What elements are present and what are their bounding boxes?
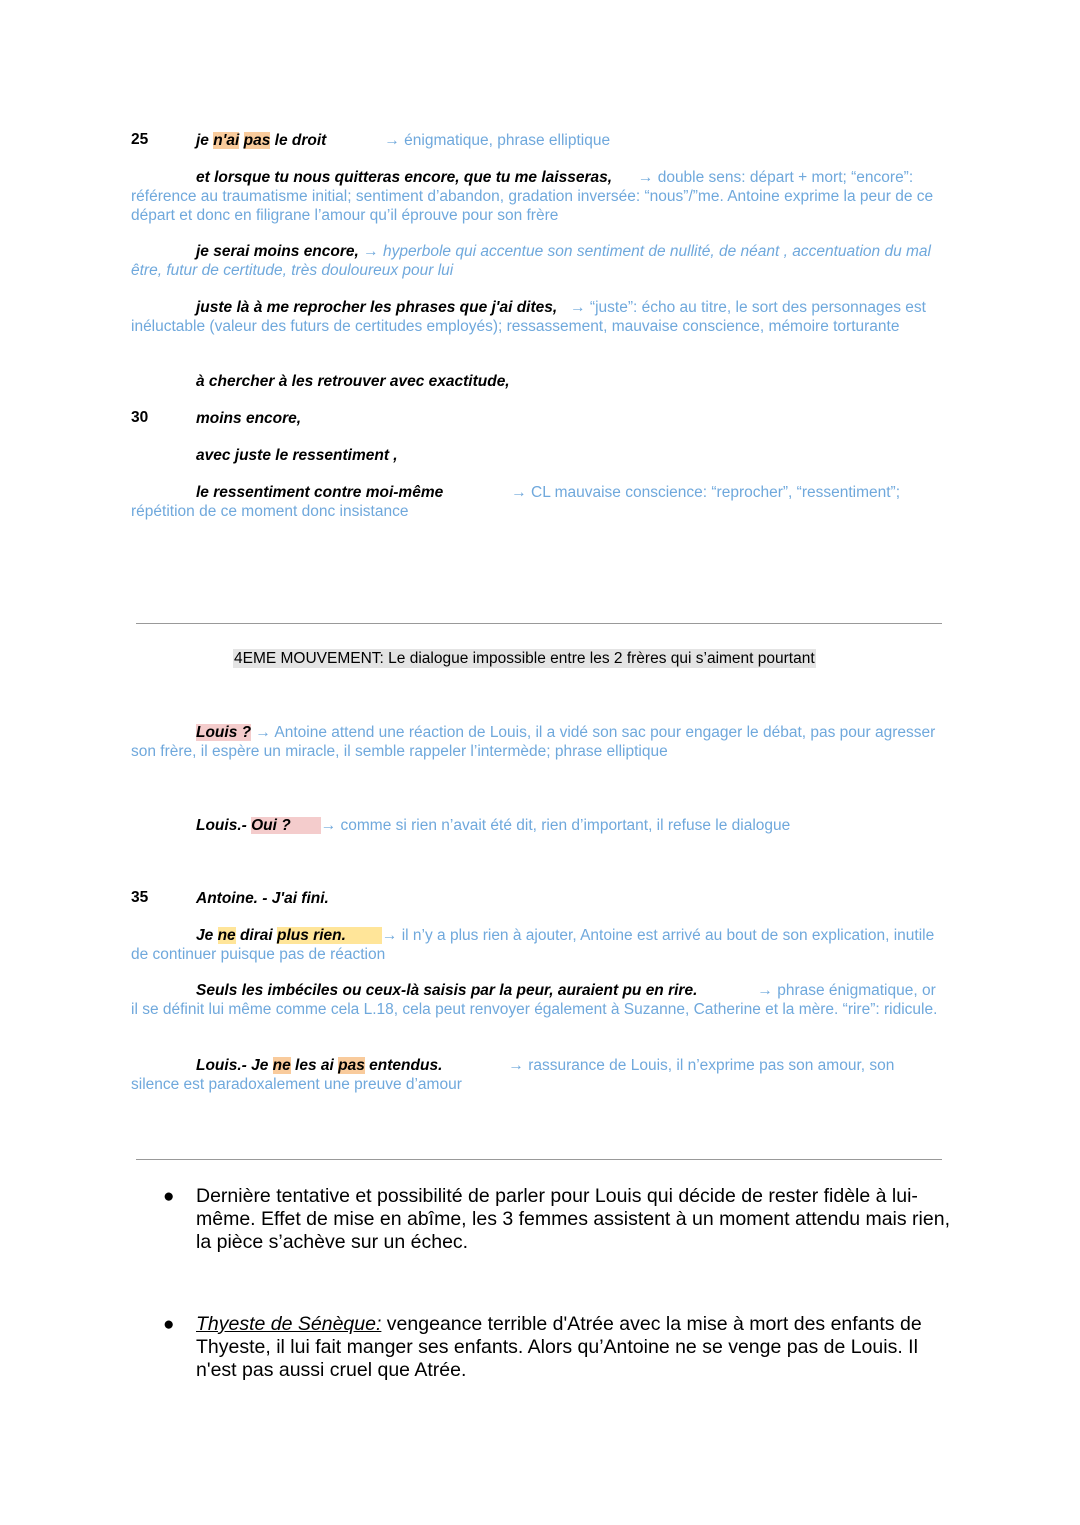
highlight: plus rien.	[277, 927, 382, 944]
line-number: 25	[131, 131, 149, 148]
line-text: à chercher à les retrouver avec exactitude,	[196, 373, 510, 390]
highlight: pas	[338, 1057, 365, 1074]
highlight: n'ai	[213, 132, 240, 149]
highlight: ne	[272, 1057, 291, 1074]
line-text: Louis.- Oui ?	[196, 817, 321, 834]
bullet-item	[163, 1185, 956, 1254]
line-text: moins encore,	[196, 410, 302, 427]
annotation: → hyperbole qui accentue son sentiment de nullité, de néant , accentuation du mal être, futur de certitude, très douloureux pour lui	[131, 243, 931, 279]
annotation: → énigmatique, phrase elliptique	[384, 132, 611, 149]
line-text: et lorsque tu nous quitteras encore, que tu me laisseras,	[196, 169, 613, 186]
highlight: Oui ?	[251, 817, 321, 834]
text-line	[131, 446, 946, 465]
bullet-icon: ●	[163, 1186, 175, 1207]
line-text: avec juste le ressentiment ,	[196, 447, 398, 464]
text-line	[131, 131, 946, 150]
line-text: Seuls les imbéciles ou ceux-là saisis par la peur, auraient pu en rire.	[196, 982, 698, 999]
text-line	[131, 242, 946, 280]
line-text: Louis ?	[196, 724, 252, 741]
text-line	[131, 1056, 946, 1094]
text-line	[131, 409, 946, 428]
text-line	[131, 298, 946, 336]
text-line	[131, 926, 946, 964]
text-line	[131, 816, 946, 835]
separator	[136, 623, 942, 624]
annotation: → Antoine attend une réaction de Louis, il a vidé son sac pour engager le débat, pas pour agresser son frère, il espère un miracle, il semble rappeler l’intermède; phrase elliptique	[131, 724, 936, 760]
line-text: Antoine. - J'ai fini.	[196, 890, 329, 907]
annotation: → CL mauvaise conscience: “reprocher”, “ressentiment”; répétition de ce moment donc insistance	[131, 484, 901, 520]
line-text: Louis.- Je ne les ai pas entendus.	[196, 1057, 443, 1074]
annotation: → “juste”: écho au titre, le sort des personnages est inéluctable (valeur des futurs de certitudes employés); ressassement, mauvaise conscience, mémoire torturante	[131, 299, 926, 335]
line-number: 30	[131, 409, 149, 426]
highlight: pas	[243, 132, 271, 149]
line-text: juste là à me reprocher les phrases que j'ai dites,	[196, 299, 558, 316]
line-text: je serai moins encore,	[196, 243, 359, 260]
line-text: Je ne dirai plus rien.	[196, 927, 382, 944]
annotation: → phrase énigmatique, or il se définit lui même comme cela L.18, cela peut renvoyer également à Suzanne, Catherine et la mère. “rire”: ridicule.	[131, 982, 938, 1018]
bullet-text: Dernière tentative et possibilité de parler pour Louis qui décide de rester fidèle à lui-même. Effet de mise en abîme, les 3 femmes assistent à un moment attendu mais rien, la pièce s’achève sur un échec.	[196, 1185, 950, 1253]
bullet-title: Thyeste de Sénèque:	[196, 1313, 382, 1335]
text-line	[131, 889, 946, 908]
annotation: → rassurance de Louis, il n’exprime pas son amour, son silence est paradoxalement une preuve d’amour	[131, 1057, 895, 1093]
annotation: → il n’y a plus rien à ajouter, Antoine est arrivé au bout de son explication, inutile de continuer puisque pas de réaction	[131, 927, 935, 963]
line-text: le ressentiment contre moi-même	[196, 484, 444, 501]
separator	[136, 1159, 942, 1160]
bullet-icon: ●	[163, 1314, 175, 1335]
line-text: je n'ai pas le droit	[196, 132, 327, 149]
text-line	[131, 723, 946, 761]
text-line	[131, 372, 946, 391]
annotation: → comme si rien n’avait été dit, rien d’important, il refuse le dialogue	[320, 817, 791, 834]
text-line	[131, 168, 946, 225]
bullet-item	[163, 1313, 956, 1382]
text-line	[131, 483, 946, 521]
annotation: → double sens: départ + mort; “encore”: référence au traumatisme initial; sentiment d’abandon, gradation inversée: “nous”/”me. Antoine exprime la peur de ce départ et donc en filigrane l’amour qu’il éprouve pour son frère	[131, 169, 934, 224]
bullet-text: vengeance terrible d'Atrée avec la mise à mort des enfants de Thyeste, il lui fait manger ses enfants. Alors qu’Antoine ne se venge pas de Louis. Il n'est pas aussi cruel que Atrée.	[196, 1313, 922, 1381]
line-number: 35	[131, 889, 149, 906]
highlight: ne	[217, 927, 236, 944]
section-title: 4EME MOUVEMENT: Le dialogue impossible entre les 2 frères qui s’aiment pourtant	[234, 650, 815, 667]
text-line	[131, 981, 946, 1019]
